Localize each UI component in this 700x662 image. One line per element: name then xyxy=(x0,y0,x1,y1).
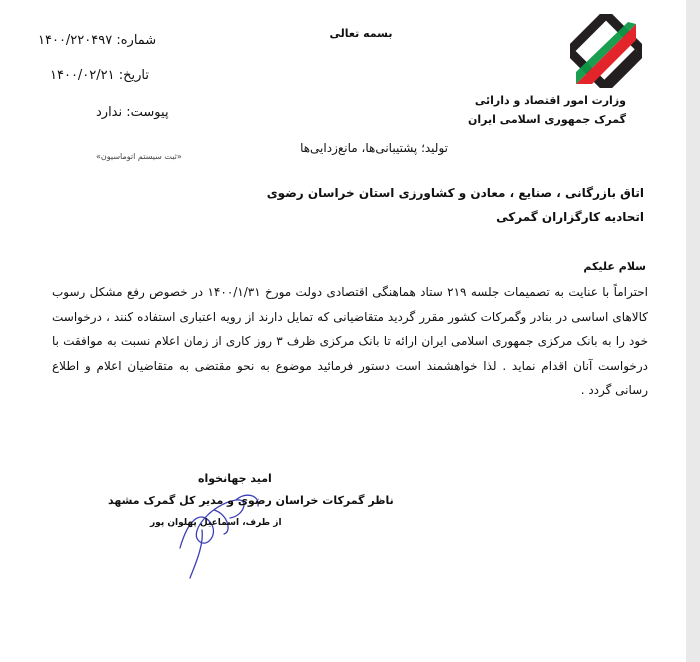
recipient-2: اتحادیه کارگزاران گمرکی xyxy=(496,210,644,224)
date-label: تاریخ: xyxy=(118,68,150,83)
on-behalf-of: از طرف، اسماعیل پهلوان پور xyxy=(150,518,282,528)
letter-date xyxy=(50,68,149,83)
ministry-name: وزارت امور اقتصاد و دارائی xyxy=(474,94,626,107)
attachment-value: ندارد xyxy=(96,105,123,120)
letter-attachment xyxy=(96,105,169,120)
recipient-1: اتاق بازرگانی ، صنایع ، معادن و کشاورزی استان خراسان رضوی xyxy=(266,186,644,200)
greeting: سلام علیکم xyxy=(583,260,646,273)
letter-subject: تولید؛ پشتیبانی‌ها، مانع‌زدایی‌ها xyxy=(300,141,448,155)
date-value: ۱۴۰۰/۰۲/۲۱ xyxy=(50,68,115,83)
number-value: ۱۴۰۰/۲۲۰۴۹۷ xyxy=(38,33,113,48)
letter-body: احتراماً با عنایت به تصمیمات جلسه ۲۱۹ ستاد هماهنگی اقتصادی دولت مورخ ۱۴۰۰/۱/۳۱ در خصوص رفع مشکل رسوب کالاهای اساسی در بنادر وگمرکات کشور مقرر گردید متقاضیانی که تمایل دارند از رویه اعتباری استفاده کنند ، درخواست خود را به بانک مرکزی جمهوری اسلامی ایران ارائه تا بانک مرکزی ظرف ۳ روز کاری از زمان اعلام نسبت به موافقت با درخواست آنان اقدام نماید . لذا خواهشمند است دستور فرمائید موضوع به نحو مقتضی به متقاضیان اعلام و اطلاع رسانی گردد . xyxy=(52,285,648,397)
number-label: شماره: xyxy=(116,33,157,48)
signatory-name: امید جهانخواه xyxy=(198,472,272,485)
automation-note: «ثبت سیستم اتوماسیون» xyxy=(96,152,182,161)
signatory-title: ناظر گمرکات خراسان رضوی و مدیر کل گمرک مشهد xyxy=(108,494,394,507)
letter-number xyxy=(38,33,156,48)
bismillah: بسمه تعالی xyxy=(329,27,393,40)
attachment-label: پیوست: xyxy=(126,105,169,120)
page-edge xyxy=(686,0,700,662)
customs-logo-icon xyxy=(570,14,642,88)
customs-name: گمرک جمهوری اسلامی ایران xyxy=(467,113,626,126)
